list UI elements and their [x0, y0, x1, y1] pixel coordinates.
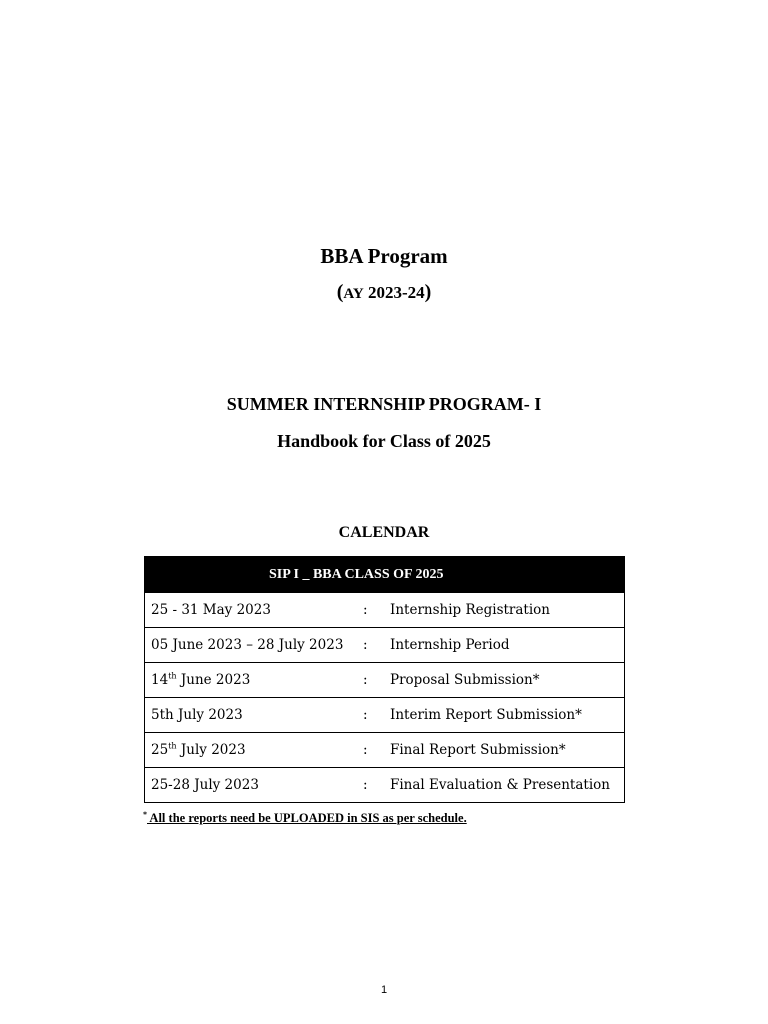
row-separator: : [363, 663, 390, 698]
calendar-table [144, 556, 625, 803]
row-separator: : [363, 698, 390, 733]
row-event: Final Report Submission* [390, 733, 625, 768]
table-row [145, 733, 625, 768]
row-event: Final Evaluation & Presentation [390, 768, 625, 803]
row-separator: : [363, 593, 390, 628]
table-row [145, 663, 625, 698]
row-date [145, 733, 364, 768]
footnote-marker: * [143, 810, 147, 819]
row-date-text: 25 - 31 May 2023 [151, 602, 271, 618]
row-separator: : [363, 768, 390, 803]
handbook-title: Handbook for Class of 2025 [277, 431, 491, 451]
page-number: 1 [380, 984, 388, 996]
table-row [145, 698, 625, 733]
row-date [145, 698, 364, 733]
table-row [145, 768, 625, 803]
program-title: BBA Program [320, 244, 448, 268]
row-date-text: 5th July 2023 [151, 707, 243, 723]
row-date-rest: June 2023 [176, 672, 251, 688]
row-date [145, 628, 364, 663]
row-date-text: 14 [151, 672, 169, 688]
row-date-text: 25-28 July 2023 [151, 777, 259, 793]
row-date-text: 25 [151, 742, 169, 758]
row-date-rest: July 2023 [176, 742, 246, 758]
table-row [145, 628, 625, 663]
row-event: Proposal Submission* [390, 663, 625, 698]
row-date-superscript: th [168, 741, 177, 751]
academic-year-ay: AY [343, 286, 364, 302]
academic-year-open-paren: ( [336, 281, 344, 303]
row-date-text: 05 June 2023 – 28 July 2023 [151, 637, 344, 653]
footnote [143, 810, 467, 826]
academic-year [0, 281, 768, 304]
table-row [145, 593, 625, 628]
row-event: Internship Period [390, 628, 625, 663]
row-separator: : [363, 733, 390, 768]
row-date [145, 663, 364, 698]
row-event: Interim Report Submission* [390, 698, 625, 733]
row-event: Internship Registration [390, 593, 625, 628]
academic-year-value: 2023-24 [367, 283, 425, 302]
row-separator: : [363, 628, 390, 663]
sip-title: SUMMER INTERNSHIP PROGRAM- I [226, 394, 542, 414]
row-date [145, 768, 364, 803]
academic-year-close-paren: ) [424, 281, 432, 303]
row-date-superscript: th [168, 671, 177, 681]
row-date [145, 593, 364, 628]
calendar-table-header-row [145, 557, 625, 593]
calendar-table-header: SIP I _ BBA CLASS OF 2025 [145, 557, 625, 593]
footnote-text: All the reports need be UPLOADED in SIS as per schedule. [147, 811, 467, 826]
calendar-heading: CALENDAR [338, 524, 430, 541]
